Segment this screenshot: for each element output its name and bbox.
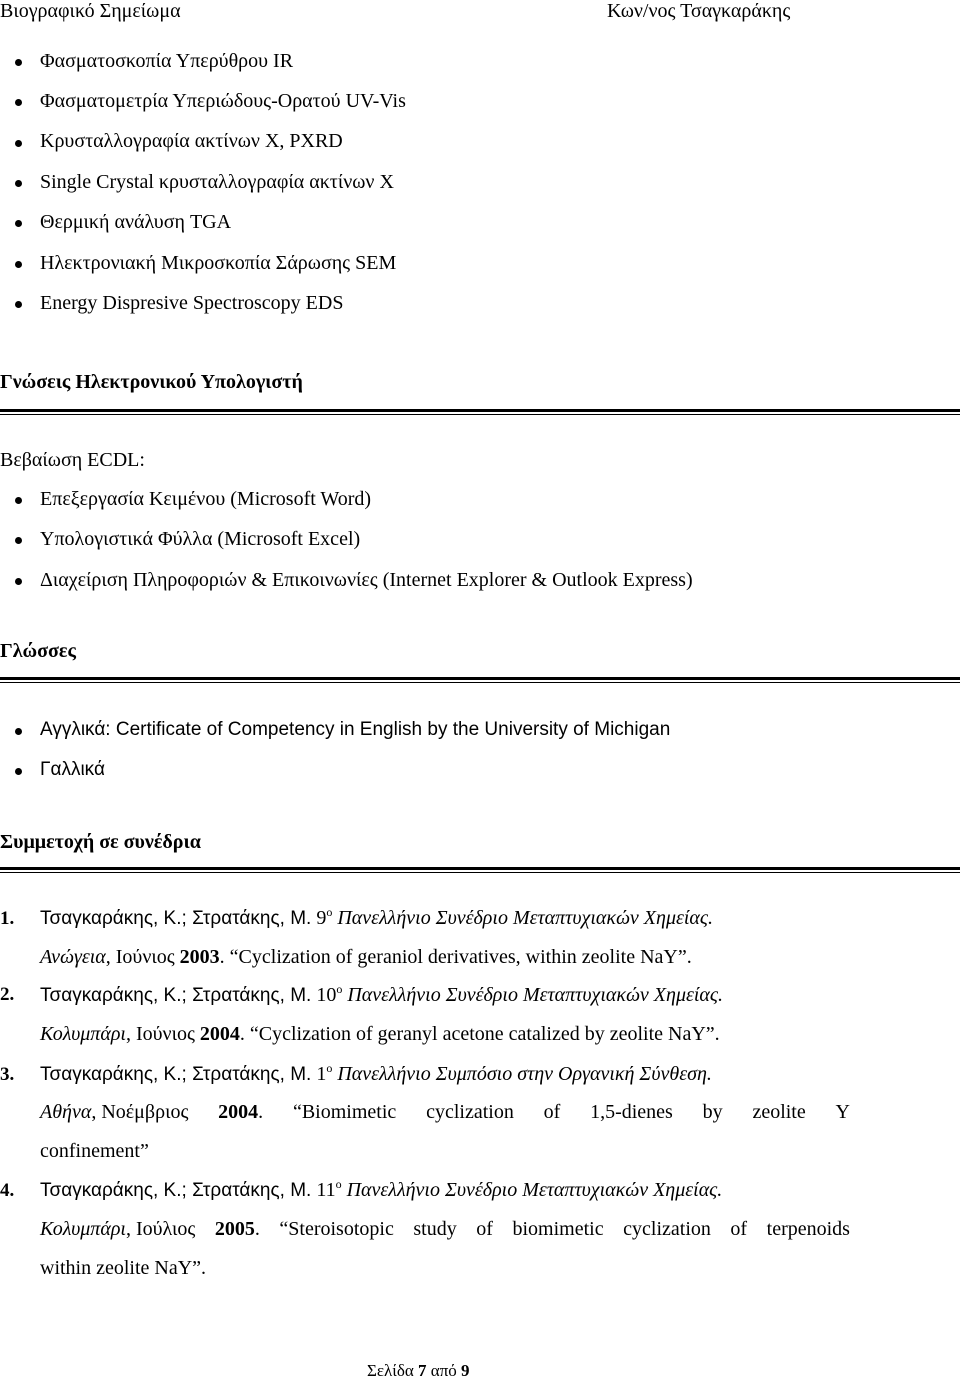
entry-year: 2004 — [199, 1023, 240, 1045]
entry-ordinal-sup: ο — [335, 1177, 342, 1191]
entry-title-word: biomimetic — [512, 1218, 604, 1240]
entry-place-date — [40, 1101, 188, 1124]
entry-conference: Πανελλήνιο Συνέδριο Μεταπτυχιακών Χημείας. — [347, 984, 724, 1006]
entry-date: , Νοέμβριος — [91, 1101, 189, 1123]
entry-title-word: “Steroisotopic — [279, 1218, 394, 1240]
bullet-icon — [15, 497, 22, 504]
entry-title-word: cyclization — [623, 1218, 711, 1240]
section-heading-conferences: Συμμετοχή σε συνέδρια — [0, 831, 201, 853]
entry-date: , Ιούνιος — [125, 1023, 195, 1045]
entry-ordinal: 9 — [316, 907, 327, 929]
entry-title-word: of — [543, 1101, 561, 1123]
bullet-icon — [15, 59, 22, 66]
entry-title-word: Y — [835, 1101, 850, 1123]
entry-year: 2005 — [214, 1218, 255, 1240]
entry-line-1 — [40, 1179, 722, 1202]
section-heading-computer: Γνώσεις Ηλεκτρονικού Υπολογιστή — [0, 371, 303, 393]
entry-line-3: within zeolite NaY”. — [40, 1257, 207, 1279]
entry-authors: Τσαγκαράκης, Κ.; Στρατάκης, Μ. — [40, 1180, 312, 1201]
entry-place: Αθήνα — [40, 1101, 92, 1123]
footer-page: 7 — [418, 1361, 427, 1380]
entry-title-word: of — [730, 1218, 748, 1240]
header-left: Βιογραφικό Σημείωμα — [0, 0, 181, 22]
entry-line-1 — [40, 1063, 712, 1086]
entry-ordinal-sup: ο — [336, 982, 343, 996]
list-item: Ηλεκτρονιακή Μικροσκοπία Σάρωσης SEM — [40, 252, 397, 274]
list-item: Θερμική ανάλυση TGA — [40, 211, 232, 233]
header-right: Κων/νος Τσαγκαράκης — [607, 0, 791, 22]
entry-line-2 — [40, 1218, 850, 1241]
section-rule — [0, 677, 960, 680]
entry-line-2: Ανώγεια, Ιούνιος 2003. “Cyclization of geraniol derivatives, within zeolite NaY”. — [40, 946, 692, 968]
list-item: Φασματομετρία Υπεριώδους-Ορατού UV-Vis — [40, 90, 406, 112]
entry-authors: Τσαγκαράκης, Κ.; Στρατάκης, Μ. — [40, 985, 312, 1006]
entry-title: “Cyclization of geranyl acetone catalized by zeolite NaY”. — [249, 1023, 720, 1045]
footer-middle: από — [430, 1361, 457, 1380]
entry-date: , Ιούλιος — [125, 1218, 196, 1240]
entry-line-2: Κολυμπάρι, Ιούνιος 2004. “Cyclization of geranyl acetone catalized by zeolite NaY”. — [40, 1023, 720, 1045]
entry-place: Ανώγεια — [40, 946, 106, 968]
entry-authors: Τσαγκαράκης, Κ.; Στρατάκης, Μ. — [40, 1064, 312, 1085]
entry-ordinal-sup: ο — [326, 905, 333, 919]
section-rule-thin — [0, 414, 960, 415]
footer-total: 9 — [461, 1361, 470, 1380]
entry-conference: Πανελλήνιο Συνέδριο Μεταπτυχιακών Χημείας. — [346, 1179, 723, 1201]
entry-line-1 — [40, 984, 723, 1007]
entry-place: Κολυμπάρι — [40, 1218, 126, 1240]
entry-year-wrap: 2004. — [218, 1101, 264, 1123]
entry-line-2 — [40, 1101, 850, 1124]
entry-conference: Πανελλήνιο Συνέδριο Μεταπτυχιακών Χημείας. — [337, 907, 714, 929]
bullet-icon — [15, 220, 22, 227]
section-rule-thin — [0, 872, 960, 873]
bullet-icon — [15, 301, 22, 308]
list-item: Κρυσταλλογραφία ακτίνων X, PXRD — [40, 130, 343, 152]
entry-date: , Ιούνιος — [105, 946, 175, 968]
entry-place-date — [40, 1218, 195, 1241]
bullet-icon — [15, 99, 22, 106]
entry-authors: Τσαγκαράκης, Κ.; Στρατάκης, Μ. — [40, 908, 312, 929]
section-rule — [0, 867, 960, 870]
list-item: Επεξεργασία Κειμένου (Microsoft Word) — [40, 488, 372, 510]
entry-line-3: confinement” — [40, 1140, 149, 1162]
bullet-icon — [15, 180, 22, 187]
entry-title-word: terpenoids — [766, 1218, 850, 1240]
entry-ordinal: 1 — [316, 1063, 327, 1085]
bullet-icon — [15, 768, 22, 775]
entry-number: 2. — [0, 984, 15, 1005]
ecdl-label: Βεβαίωση ECDL: — [0, 449, 145, 471]
entry-title-word: 1,5-dienes — [590, 1101, 673, 1123]
entry-year: 2004 — [218, 1101, 259, 1123]
entry-year-wrap: 2005. — [214, 1218, 260, 1240]
bullet-icon — [15, 261, 22, 268]
bullet-icon — [15, 140, 22, 147]
bullet-icon — [15, 578, 22, 585]
entry-ordinal: 11 — [316, 1179, 336, 1201]
bullet-icon — [15, 728, 22, 735]
footer-prefix: Σελίδα — [367, 1361, 414, 1380]
entry-number: 1. — [0, 908, 15, 929]
entry-number: 4. — [0, 1180, 15, 1201]
list-item: Single Crystal κρυσταλλογραφία ακτίνων X — [40, 171, 394, 193]
entry-number: 3. — [0, 1064, 15, 1085]
list-item: Υπολογιστικά Φύλλα (Microsoft Excel) — [40, 528, 361, 550]
entry-year: 2003 — [179, 946, 220, 968]
entry-ordinal: 10 — [316, 984, 337, 1006]
list-item: Γαλλικά — [40, 759, 105, 780]
entry-title-word: study — [413, 1218, 457, 1240]
bullet-icon — [15, 537, 22, 544]
entry-line-1 — [40, 907, 713, 930]
entry-place: Κολυμπάρι — [40, 1023, 126, 1045]
page-footer — [367, 1361, 470, 1381]
section-heading-languages: Γλώσσες — [0, 640, 76, 662]
entry-title: “Cyclization of geraniol derivatives, within zeolite NaY”. — [229, 946, 692, 968]
list-item: Energy Dispresive Spectroscopy EDS — [40, 292, 344, 314]
section-rule-thin — [0, 682, 960, 683]
entry-title-word: zeolite — [752, 1101, 806, 1123]
list-item: Αγγλικά: Certificate of Competency in English by the University of Michigan — [40, 719, 671, 740]
entry-ordinal-sup: ο — [326, 1061, 333, 1075]
entry-title-word: “Biomimetic — [292, 1101, 397, 1123]
list-item: Διαχείριση Πληροφοριών & Επικοινωνίες (Internet Explorer & Outlook Express) — [40, 569, 693, 591]
entry-title-word: of — [476, 1218, 493, 1240]
entry-title-word: cyclization — [426, 1101, 514, 1123]
entry-title-word: by — [702, 1101, 723, 1123]
section-rule — [0, 409, 960, 412]
list-item: Φασματοσκοπία Υπερύθρου IR — [40, 50, 294, 72]
entry-conference: Πανελλήνιο Συμπόσιο στην Οργανική Σύνθεση. — [337, 1063, 712, 1085]
